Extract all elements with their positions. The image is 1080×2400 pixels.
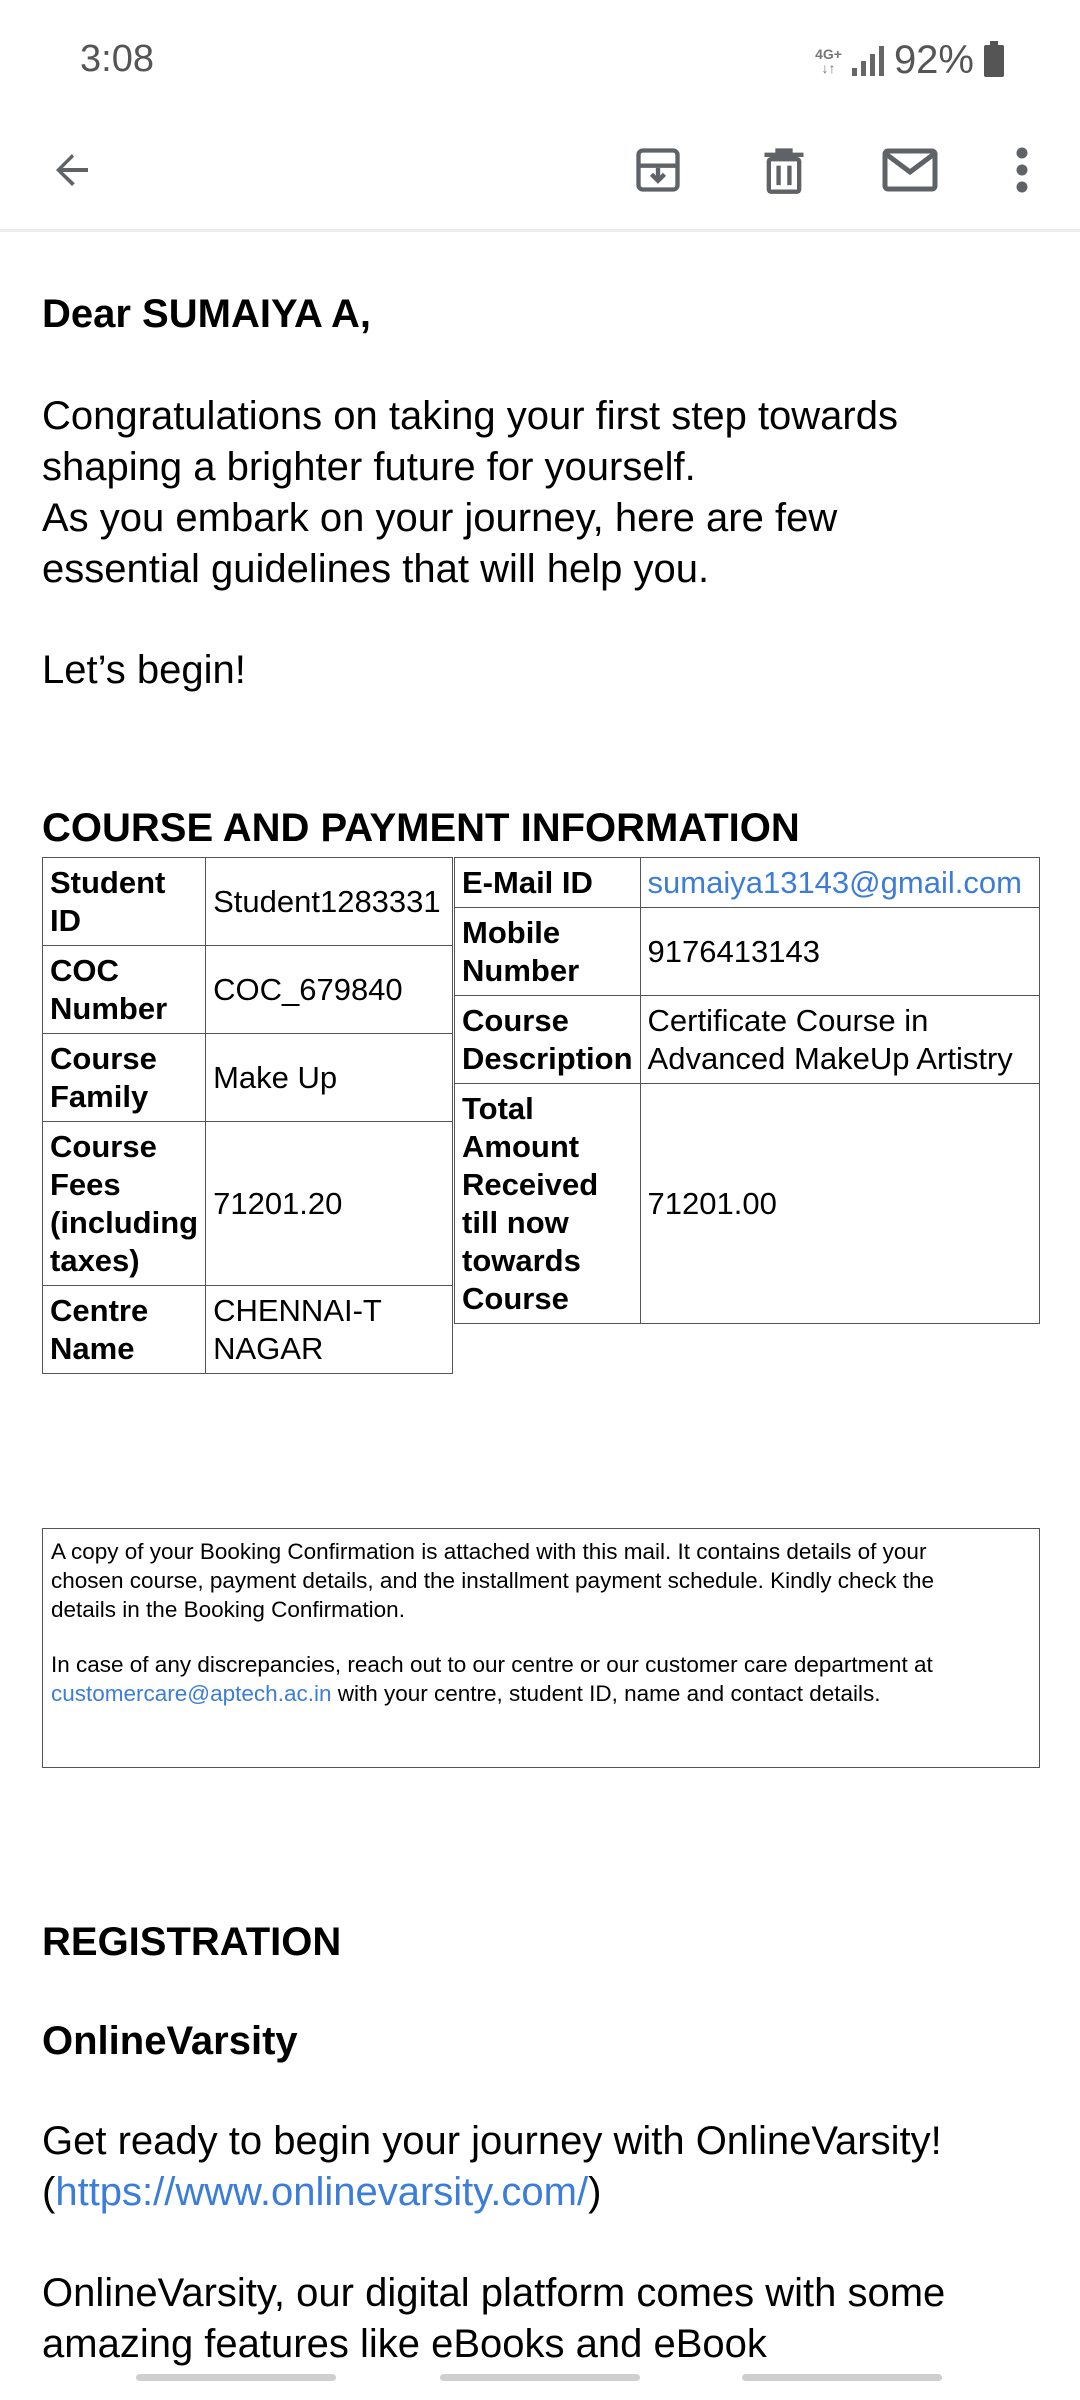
- table-label-cell: [43, 858, 206, 946]
- course-info-table: [42, 857, 453, 1374]
- table-label-line: Course: [50, 1040, 157, 1076]
- nav-indicator: [440, 2374, 640, 2381]
- table-label-line: Mobile: [462, 914, 561, 950]
- table-value-line: Student1283331: [213, 883, 441, 919]
- registration-line: amazing features like eBooks and eBook: [42, 2322, 767, 2366]
- notice-line: A copy of your Booking Confirmation is attached with this mail. It contains details of your: [51, 1539, 927, 1564]
- table-label-line: Centre: [50, 1292, 149, 1328]
- onlinevarsity-heading: OnlineVarsity: [42, 2019, 298, 2063]
- table-label-line: Number: [462, 952, 580, 988]
- table-value-cell: [640, 1084, 1039, 1324]
- table-label-line: Course: [462, 1002, 569, 1038]
- table-label-cell: [43, 1122, 206, 1286]
- table-value-cell: [640, 996, 1039, 1084]
- greeting: Dear SUMAIYA A,: [42, 292, 371, 336]
- notice-text: with your centre, student ID, name and contact details.: [331, 1681, 881, 1706]
- table-label-line: Course: [50, 1128, 157, 1164]
- archive-icon[interactable]: [618, 130, 698, 210]
- table-row: [43, 1286, 453, 1374]
- table-value-cell: [206, 1286, 453, 1374]
- battery-icon: [984, 45, 1004, 77]
- intro-line: Let’s begin!: [42, 648, 246, 692]
- course-payment-tables: [42, 857, 1040, 1377]
- status-indicators: [815, 38, 1004, 83]
- booking-notice-box: [42, 1528, 1040, 1768]
- registration-paragraph: [42, 2116, 1042, 2370]
- table-label-line: Name: [50, 1330, 135, 1366]
- table-value-cell: [640, 908, 1039, 996]
- table-value-line: NAGAR: [213, 1330, 324, 1366]
- notice-line: In case of any discrepancies, reach out to our centre or our customer care department at: [51, 1652, 933, 1677]
- table-label-cell: [43, 1034, 206, 1122]
- network-activity-label: ↓↑: [821, 59, 836, 76]
- table-value-line: Advanced MakeUp Artistry: [647, 1040, 1013, 1076]
- payment-info-table: [454, 857, 1040, 1324]
- registration-heading: REGISTRATION: [42, 1920, 342, 1964]
- more-vert-icon[interactable]: [982, 130, 1062, 210]
- table-label-line: Course: [462, 1280, 569, 1316]
- back-arrow-icon[interactable]: [32, 130, 112, 210]
- table-value-line: sumaiya13143@gmail.com: [647, 864, 1022, 900]
- table-value-line: CHENNAI-T: [213, 1292, 382, 1328]
- table-label-cell: [455, 1084, 641, 1324]
- email-toolbar: [0, 120, 1080, 232]
- table-row: [43, 1122, 453, 1286]
- table-row: [43, 1034, 453, 1122]
- table-label-line: Family: [50, 1078, 149, 1114]
- intro-line: Congratulations on taking your first step towards: [42, 394, 898, 438]
- table-label-line: Total: [462, 1090, 534, 1126]
- student-email-link[interactable]: [640, 858, 1039, 908]
- table-row: [43, 946, 453, 1034]
- table-label-cell: [43, 946, 206, 1034]
- table-value-line: 71201.20: [213, 1185, 343, 1221]
- table-value-line: 71201.00: [647, 1185, 777, 1221]
- table-row: [455, 1084, 1040, 1324]
- open-paren: (: [42, 2170, 56, 2214]
- table-label-line: Number: [50, 990, 168, 1026]
- network-type-icon: [815, 47, 842, 75]
- registration-line: Get ready to begin your journey with OnlineVarsity!: [42, 2119, 942, 2163]
- notice-line: [51, 1679, 1031, 1708]
- table-row: [43, 858, 453, 946]
- table-value-cell: [206, 1034, 453, 1122]
- notice-line: details in the Booking Confirmation.: [51, 1597, 405, 1622]
- table-row: [455, 996, 1040, 1084]
- signal-icon: [852, 46, 884, 76]
- registration-line: [42, 2167, 1042, 2218]
- table-value-cell: [206, 1122, 453, 1286]
- table-label-line: (including: [50, 1204, 199, 1240]
- notice-line: chosen course, payment details, and the installment payment schedule. Kindly check the: [51, 1568, 935, 1593]
- nav-indicator: [742, 2374, 942, 2381]
- table-row: [455, 858, 1040, 908]
- intro-paragraph: [42, 391, 1042, 696]
- network-type-label: 4G+: [815, 45, 842, 62]
- registration-line: OnlineVarsity, our digital platform comes with some: [42, 2271, 946, 2315]
- table-value-line: 9176413143: [647, 933, 820, 969]
- table-label-line: Received: [462, 1166, 599, 1202]
- intro-line: essential guidelines that will help you.: [42, 547, 710, 591]
- table-label-line: taxes): [50, 1242, 140, 1278]
- table-label-line: till now: [462, 1204, 569, 1240]
- table-value-line: Certificate Course in: [647, 1002, 929, 1038]
- course-section-heading: COURSE AND PAYMENT INFORMATION: [42, 806, 800, 850]
- intro-line: As you embark on your journey, here are few: [42, 496, 838, 540]
- registration-section: [42, 1920, 1042, 2370]
- delete-icon[interactable]: [744, 130, 824, 210]
- table-row: [455, 908, 1040, 996]
- table-label-line: towards: [462, 1242, 581, 1278]
- status-bar: [0, 0, 1080, 120]
- bottom-nav-indicators: [0, 2374, 1080, 2382]
- table-label-cell: [455, 996, 641, 1084]
- table-label-line: COC: [50, 952, 119, 988]
- status-time: 3:08: [80, 38, 154, 80]
- table-label-line: Amount: [462, 1128, 580, 1164]
- customer-care-email-link[interactable]: customercare@aptech.ac.in: [51, 1681, 332, 1706]
- table-value-line: Make Up: [213, 1059, 338, 1095]
- table-label-line: ID: [50, 902, 81, 938]
- table-value-cell: [206, 858, 453, 946]
- onlinevarsity-link[interactable]: https://www.onlinevarsity.com/: [55, 2170, 589, 2214]
- table-label-line: Student: [50, 864, 166, 900]
- table-value-cell: [206, 946, 453, 1034]
- table-value-line: COC_679840: [213, 971, 403, 1007]
- table-label-cell: [455, 858, 641, 908]
- table-label-cell: [43, 1286, 206, 1374]
- table-label-line: Fees: [50, 1166, 121, 1202]
- table-label-line: Description: [462, 1040, 633, 1076]
- close-paren: ): [588, 2170, 602, 2214]
- nav-indicator: [136, 2374, 336, 2381]
- email-body: [42, 270, 1042, 696]
- table-label-line: E-Mail ID: [462, 864, 593, 900]
- mail-icon[interactable]: [870, 130, 950, 210]
- intro-line: shaping a brighter future for yourself.: [42, 445, 696, 489]
- table-label-cell: [455, 908, 641, 996]
- battery-percent: 92%: [893, 38, 974, 82]
